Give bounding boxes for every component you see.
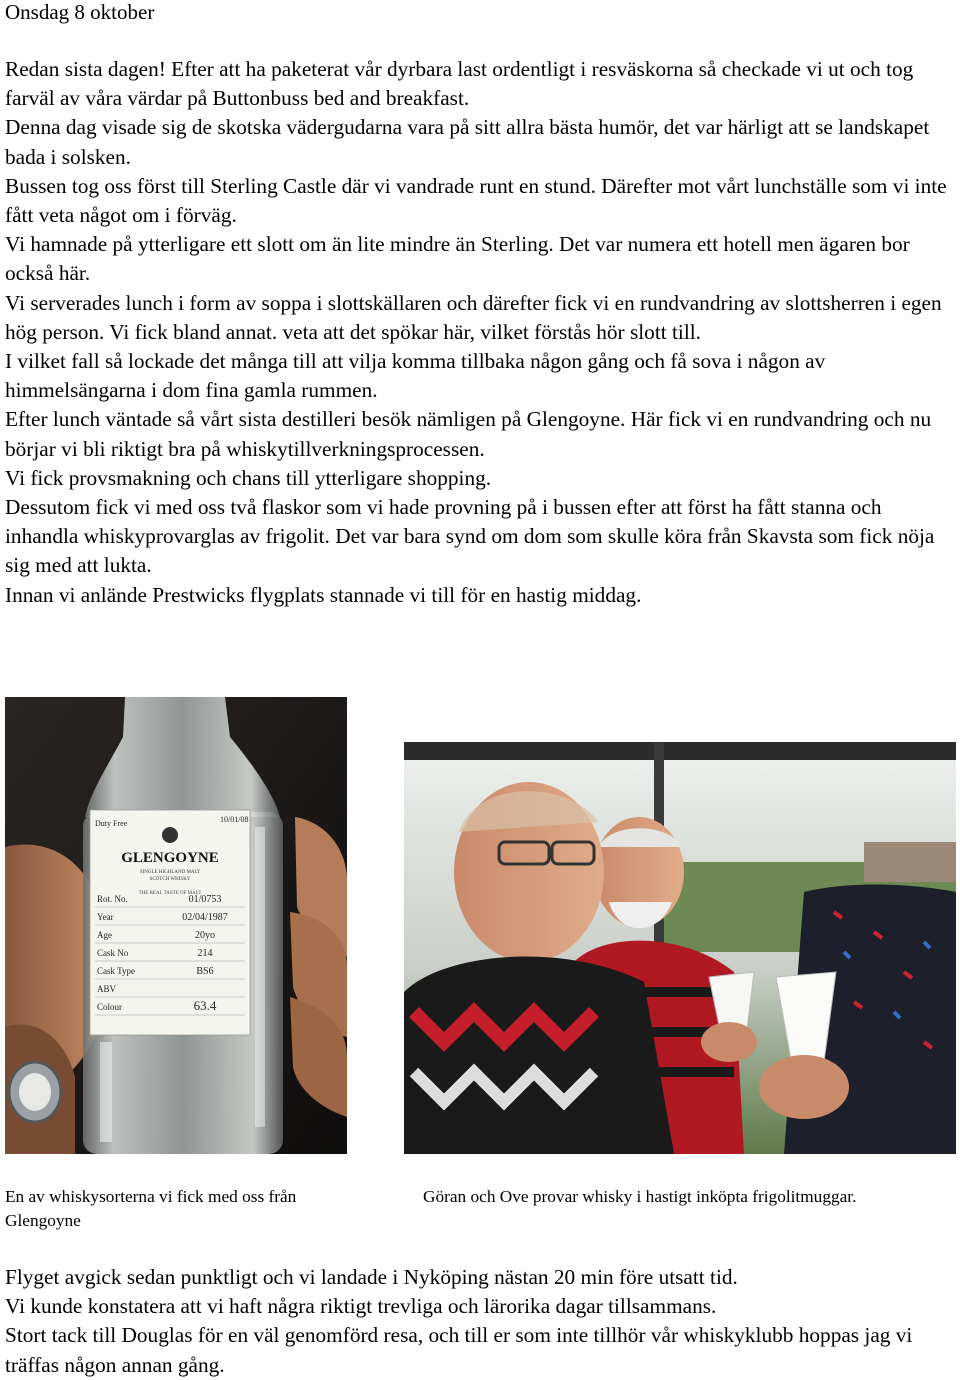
whisky-bottle-photo: [5, 697, 347, 1154]
paragraph: Vi serverades lunch i form av soppa i slottskällaren och därefter fick vi en rundvandring av slottsherren i egen hög person. Vi fick bland annat. veta att det spökar här, vilket förstås hör slott till.: [5, 290, 942, 344]
paragraph: I vilket fall så lockade det många till att vilja komma tillbaka någon gång och få sova i någon av himmelsängarna i dom fina gamla rummen.: [5, 349, 826, 403]
label-row-value: 20yo: [195, 930, 215, 941]
label-row-key: Age: [97, 930, 112, 940]
paragraph: Stort tack till Douglas för en väl genomförd resa, och till er som inte tillhör vår whiskyklubb hoppas jag vi träffas någon annan gång.: [5, 1323, 913, 1377]
label-row-key: ABV: [97, 984, 117, 994]
label-row-value: 63.4: [193, 998, 217, 1013]
label-row-value: 01/0753: [188, 894, 222, 905]
label-row-key: Cask No: [97, 948, 129, 958]
whisky-bottle-illustration: [5, 697, 347, 1154]
photo-caption-bus: Göran och Ove provar whisky i hastigt inköpta frigolitmuggar.: [423, 1187, 857, 1206]
paragraph: Efter lunch väntade så vårt sista destilleri besök nämligen på Glengoyne. Här fick vi en rundvandring och nu börjar vi bli riktigt bra på whiskytillverkningsprocessen.: [5, 407, 932, 461]
label-tagline: THE REAL TASTE OF MALT: [138, 891, 202, 896]
paragraph: Flyget avgick sedan punktligt och vi landade i Nyköping nästan 20 min före utsatt tid.: [5, 1265, 738, 1289]
label-date: 10/01/08: [220, 815, 249, 824]
crest-icon: [162, 827, 178, 843]
label-row-value: 214: [197, 948, 213, 959]
paragraph: Innan vi anlände Prestwicks flygplats stannade vi till för en hastig middag.: [5, 582, 642, 607]
label-sub2: SCOTCH WHISKY: [149, 877, 191, 882]
label-row-key: Year: [97, 912, 114, 922]
label-sub1: SINGLE HIGHLAND MALT: [139, 870, 201, 875]
label-row-value: 02/04/1987: [182, 912, 228, 923]
paragraph: Vi fick provsmakning och chans till ytterligare shopping.: [5, 465, 492, 490]
label-duty-free: Duty Free: [95, 819, 128, 828]
label-row-key: Cask Type: [97, 966, 135, 976]
label-brand: GLENGOYNE: [121, 850, 219, 866]
label-row-key: Colour: [97, 1002, 123, 1012]
page-date-heading: Onsdag 8 oktober: [5, 0, 155, 24]
article-body: [5, 55, 960, 610]
label-row-value: BS6: [196, 966, 214, 977]
paragraph: Vi kunde konstatera att vi haft några riktigt trevliga och lärorika dagar tillsammans.: [5, 1294, 717, 1319]
paragraph: Dessutom fick vi med oss två flaskor som vi hade provning på i bussen efter att först ha fått stanna och inhandla whiskyprovarglas av frigolit. Det var bara synd om dom som skulle köra från Skavsta som fick nöja sig med att lukta.: [5, 495, 935, 578]
closing-text: [5, 1263, 960, 1380]
label-row-key: Rot. No.: [97, 894, 128, 904]
paragraph: Bussen tog oss först till Sterling Castle där vi vandrade runt en stund. Därefter mot vårt lunchställe som vi inte fått veta något om i förväg.: [5, 173, 947, 228]
photo-caption-bottle: En av whiskysorterna vi fick med oss från Glengoyne: [5, 1187, 297, 1230]
paragraph: Denna dag visade sig de skotska vädergudarna vara på sitt allra bästa humör, det var härligt att se landskapet bada i solsken.: [5, 115, 930, 169]
paragraph: Redan sista dagen! Efter att ha paketerat vår dyrbara last ordentligt i resväskorna så checkade vi ut och tog farväl av våra värdar på Buttonbuss bed and breakfast.: [5, 57, 914, 111]
bus-whisky-tasting-photo: [404, 742, 956, 1154]
bus-tasting-illustration: [404, 742, 956, 1154]
paragraph: Vi hamnade på ytterligare ett slott om än lite mindre än Sterling. Det var numera ett hotell men ägaren bor också här.: [5, 232, 910, 286]
